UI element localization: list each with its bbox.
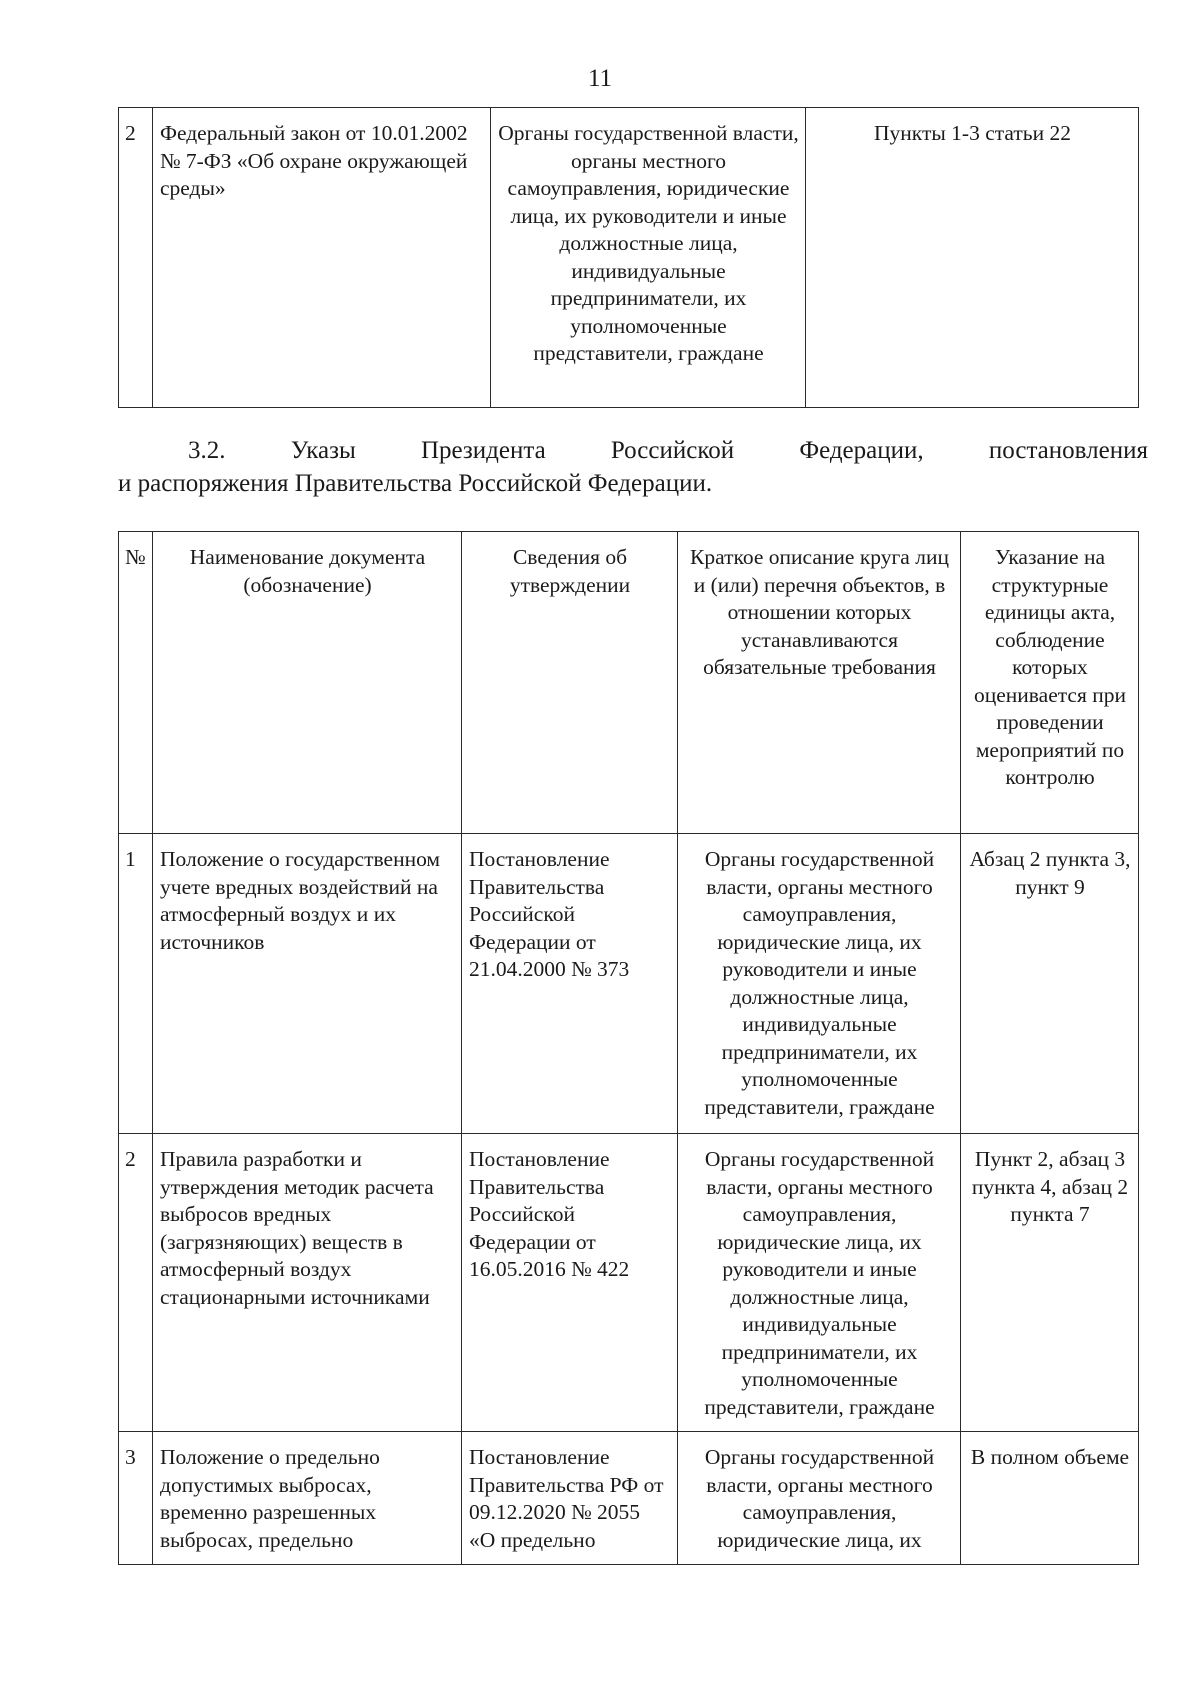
row-number: 1 xyxy=(119,834,153,1134)
document-name: Положение о предельно допустимых выбросах, временно разрешенных выбросах, предельно xyxy=(153,1432,462,1565)
table-header-row xyxy=(119,532,1139,834)
table-row xyxy=(119,1134,1139,1432)
heading-word: Президента xyxy=(420,437,546,464)
header-structural-units: Указание на структурные единицы акта, соблюдение которых оценивается при проведении мероприятий по контролю xyxy=(961,532,1139,834)
laws-table-continued xyxy=(118,107,1139,408)
row-number: 2 xyxy=(119,1134,153,1432)
subjects-description: Органы государственной власти, органы местного самоуправления, юридические лица, их xyxy=(678,1432,961,1565)
header-approval: Сведения об утверждении xyxy=(462,532,678,834)
document-name: Положение о государственном учете вредных воздействий на атмосферный воздух и их источников xyxy=(153,834,462,1134)
section-heading-line1 xyxy=(118,434,1148,467)
section-heading xyxy=(118,434,1148,500)
table-row xyxy=(119,834,1139,1134)
structural-units: Абзац 2 пункта 3, пункт 9 xyxy=(961,834,1139,1134)
heading-word: Российской xyxy=(610,437,735,464)
document-name: Правила разработки и утверждения методик расчета выбросов вредных (загрязняющих) веществ в атмосферный воздух стационарными источниками xyxy=(153,1134,462,1432)
heading-word: Указы xyxy=(290,437,356,464)
header-description: Краткое описание круга лиц и (или) перечня объектов, в отношении которых устанавливаются обязательные требования xyxy=(678,532,961,834)
row-number: 3 xyxy=(119,1432,153,1565)
row-number: 2 xyxy=(119,108,153,408)
heading-word: постановления xyxy=(988,437,1148,464)
document-name: Федеральный закон от 10.01.2002 № 7-ФЗ «Об охране окружающей среды» xyxy=(153,108,491,408)
page-number: 11 xyxy=(587,65,613,92)
subjects-description: Органы государственной власти, органы местного самоуправления, юридические лица, их руководители и иные должностные лица, индивидуальные предприниматели, их уполномоченные представители, граждане xyxy=(491,108,806,408)
approval-info: Постановление Правительства Российской Федерации от 16.05.2016 № 422 xyxy=(462,1134,678,1432)
heading-word: 3.2. xyxy=(188,437,226,464)
header-document-name: Наименование документа (обозначение) xyxy=(153,532,462,834)
header-number: № xyxy=(119,532,153,834)
structural-units: Пункты 1-3 статьи 22 xyxy=(806,108,1139,408)
table-row xyxy=(119,108,1139,408)
subjects-description: Органы государственной власти, органы местного самоуправления, юридические лица, их руководители и иные должностные лица, индивидуальные предприниматели, их уполномоченные представители, граждане xyxy=(678,1134,961,1432)
table-row xyxy=(119,1432,1139,1565)
heading-word: Федерации, xyxy=(799,437,924,464)
structural-units: В полном объеме xyxy=(961,1432,1139,1565)
subjects-description: Органы государственной власти, органы местного самоуправления, юридические лица, их руководители и иные должностные лица, индивидуальные предприниматели, их уполномоченные представители, граждане xyxy=(678,834,961,1134)
approval-info: Постановление Правительства Российской Федерации от 21.04.2000 № 373 xyxy=(462,834,678,1134)
approval-info: Постановление Правительства РФ от 09.12.2020 № 2055 «О предельно xyxy=(462,1432,678,1565)
decrees-table xyxy=(118,531,1139,1565)
structural-units: Пункт 2, абзац 3 пункта 4, абзац 2 пункта 7 xyxy=(961,1134,1139,1432)
section-heading-line2: и распоряжения Правительства Российской Федерации. xyxy=(118,470,713,497)
